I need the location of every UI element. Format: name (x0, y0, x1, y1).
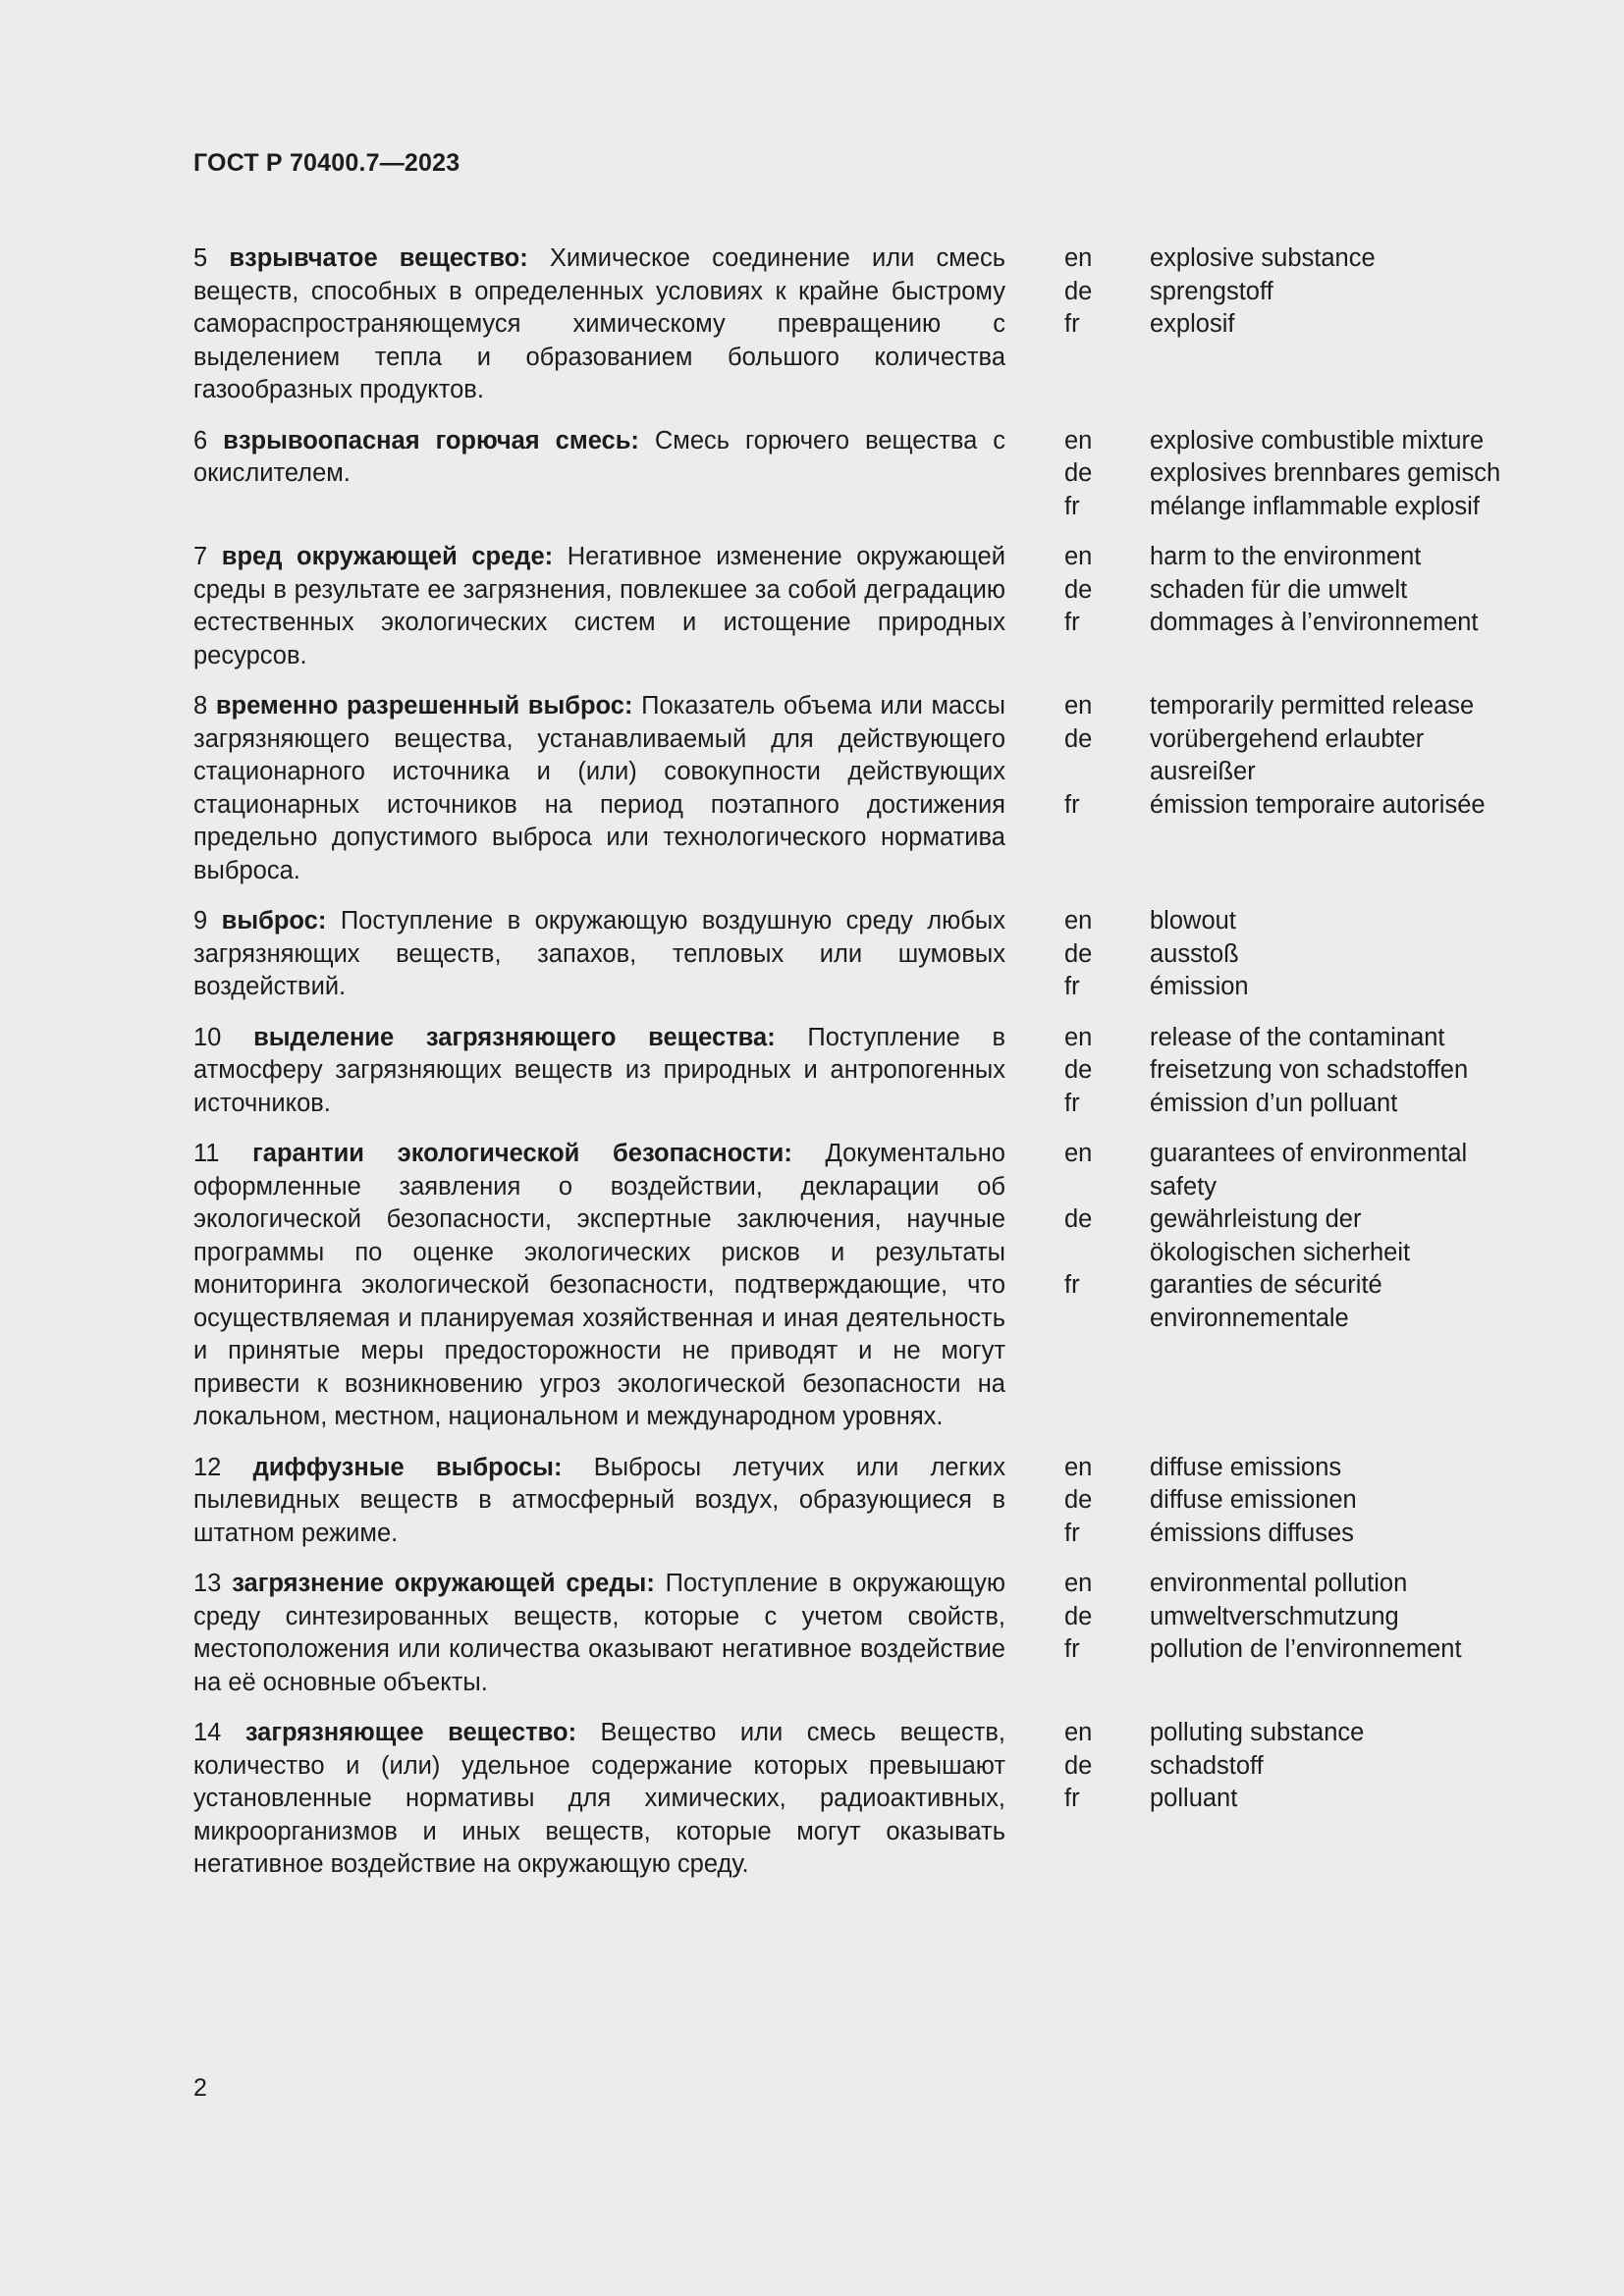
translation-row (1064, 971, 1509, 1004)
term-title: вред окружающей среде: (221, 543, 554, 570)
term-entry (193, 541, 1509, 672)
translated-term: polluting substance (1150, 1719, 1365, 1746)
translation-row (1064, 690, 1509, 723)
translated-term: blowout (1150, 907, 1236, 934)
language-code: fr (1064, 790, 1080, 819)
term-definition-block (193, 425, 1005, 524)
term-entry (193, 242, 1509, 407)
translation-row (1064, 1022, 1509, 1055)
language-code: en (1064, 1719, 1093, 1746)
language-code: de (1064, 459, 1093, 487)
term-title: выделение загрязняющего вещества: (253, 1023, 776, 1051)
translated-term: explosif (1150, 310, 1235, 338)
term-translations (1064, 690, 1509, 887)
translated-term: guarantees of environmental safety (1150, 1140, 1468, 1201)
translation-row (1064, 1203, 1509, 1269)
term-number: 9 (193, 907, 208, 934)
term-definition-text: Вещество или смесь веществ, количество и (или) удельное содержание которых превышают установленные нормативы для химических, радиоактивных, микроорганизмов и иных веществ, которые могут оказывать негативное воздействие на окружающую среду. (193, 1719, 1006, 1878)
translation-row (1064, 1269, 1509, 1335)
language-code: de (1064, 1205, 1093, 1233)
term-definition-text: Показатель объема или массы загрязняющего вещества, устанавливаемый для действующего стационарного источника и (или) совокупности действующих стационарных источников на период поэтапного достижения предельно допустимого выброса или технологического норматива выброса. (193, 692, 1005, 884)
term-title: временно разрешенный выброс: (215, 692, 633, 720)
translation-row (1064, 1750, 1509, 1784)
translation-row (1064, 1717, 1509, 1750)
term-entry (193, 425, 1509, 524)
term-number: 11 (193, 1140, 220, 1167)
term-translations (1064, 905, 1509, 1004)
term-entry (193, 905, 1509, 1004)
term-translations (1064, 1022, 1509, 1121)
term-number: 14 (193, 1719, 222, 1746)
translated-term: ausstoß (1150, 939, 1239, 968)
language-code: fr (1064, 310, 1080, 338)
translated-term: umweltverschmutzung (1150, 1602, 1399, 1630)
translated-term: explosive combustible mixture (1150, 426, 1485, 454)
translated-term: freisetzung von schadstoffen (1150, 1056, 1469, 1084)
language-code: en (1064, 543, 1093, 570)
translated-term: environmental pollution (1150, 1570, 1408, 1597)
translation-row (1064, 1054, 1509, 1088)
terms-list (193, 242, 1509, 1899)
term-number: 10 (193, 1023, 222, 1051)
term-title: выброс: (221, 907, 327, 934)
term-definition-block (193, 1717, 1005, 1882)
term-entry (193, 1138, 1509, 1434)
language-code: fr (1064, 1785, 1080, 1812)
language-code: fr (1064, 609, 1080, 636)
language-code: en (1064, 244, 1093, 272)
language-code: de (1064, 1751, 1093, 1780)
term-entry (193, 690, 1509, 887)
translated-term: émission d’un polluant (1150, 1089, 1398, 1117)
term-definition-text: Выбросы летучих или легких пылевидных веществ в атмосферный воздух, образующиеся в штатном режиме. (193, 1453, 1006, 1547)
term-definition-block (193, 690, 1005, 887)
language-code: de (1064, 724, 1093, 753)
translated-term: release of the contaminant (1150, 1023, 1445, 1051)
translation-row (1064, 308, 1509, 342)
term-title: взрывоопасная горючая смесь: (223, 426, 639, 454)
translated-term: pollution de l’environnement (1150, 1635, 1462, 1663)
document-code-header: ГОСТ Р 70400.7—2023 (193, 149, 460, 177)
term-title: загрязнение окружающей среды: (232, 1570, 655, 1597)
term-entry (193, 1568, 1509, 1699)
translation-row (1064, 276, 1509, 309)
language-code: fr (1064, 1635, 1080, 1663)
language-code: de (1064, 575, 1093, 604)
translated-term: polluant (1150, 1785, 1238, 1812)
term-entry (193, 1022, 1509, 1121)
term-definition-block (193, 1138, 1005, 1434)
term-translations (1064, 425, 1509, 524)
term-number: 7 (193, 543, 208, 570)
language-code: de (1064, 1602, 1093, 1630)
translated-term: diffuse emissionen (1150, 1486, 1357, 1514)
translation-row (1064, 1601, 1509, 1634)
language-code: de (1064, 1486, 1093, 1514)
term-definition-block (193, 1568, 1005, 1699)
translated-term: harm to the environment (1150, 543, 1422, 570)
translation-row (1064, 723, 1509, 789)
translation-row (1064, 905, 1509, 938)
translated-term: schaden für die umwelt (1150, 575, 1408, 604)
translated-term: schadstoff (1150, 1751, 1264, 1780)
language-code: en (1064, 1453, 1093, 1481)
translation-row (1064, 574, 1509, 608)
language-code: fr (1064, 973, 1080, 1000)
term-number: 13 (193, 1570, 222, 1597)
term-definition-block (193, 1452, 1005, 1551)
translation-row (1064, 242, 1509, 276)
language-code: fr (1064, 1271, 1080, 1299)
translation-row (1064, 425, 1509, 458)
translated-term: mélange inflammable explosif (1150, 492, 1480, 520)
term-translations (1064, 541, 1509, 672)
term-translations (1064, 1568, 1509, 1699)
translation-row (1064, 1484, 1509, 1518)
translation-row (1064, 457, 1509, 491)
term-title: гарантии экологической безопасности: (252, 1140, 792, 1167)
translation-row (1064, 1568, 1509, 1601)
translation-row (1064, 1633, 1509, 1667)
translation-row (1064, 1518, 1509, 1551)
translation-row (1064, 1452, 1509, 1485)
language-code: fr (1064, 1089, 1080, 1117)
translated-term: vorübergehend erlaubter ausreißer (1150, 724, 1425, 785)
translation-row (1064, 1138, 1509, 1203)
translated-term: émission (1150, 973, 1249, 1000)
language-code: en (1064, 1570, 1093, 1597)
language-code: en (1064, 692, 1093, 720)
term-title: взрывчатое вещество: (229, 244, 528, 272)
term-entry (193, 1452, 1509, 1551)
translated-term: dommages à l’environnement (1150, 609, 1479, 636)
term-number: 12 (193, 1453, 222, 1481)
term-definition-text: Документально оформленные заявления о воздействии, декларации об экологической безопасности, экспертные заключения, научные программы по оценке экологических рисков и результаты мониторинга экологической безопасности, подтверждающие, что осуществляемая и планируемая хозяйственная и иная деятельность и принятые меры предосторожности не приводят и не могут привести к возникновению угроз экологической безопасности на локальном, местном, национальном и международном уровнях. (193, 1140, 1005, 1430)
term-definition-block (193, 905, 1005, 1004)
translated-term: sprengstoff (1150, 277, 1273, 305)
language-code: en (1064, 426, 1093, 454)
translation-row (1064, 938, 1509, 972)
translated-term: garanties de sécurité environnementale (1150, 1271, 1382, 1332)
term-definition-text: Негативное изменение окружающей среды в результате ее загрязнения, повлекшее за собой деградацию естественных экологических систем и истощение природных ресурсов. (193, 543, 1005, 669)
page-number: 2 (193, 2074, 207, 2102)
translation-row (1064, 1783, 1509, 1816)
language-code: fr (1064, 492, 1080, 520)
translation-row (1064, 541, 1509, 574)
term-definition-text: Смесь горючего вещества с окислителем. (193, 426, 1005, 487)
translation-row (1064, 607, 1509, 640)
translation-row (1064, 491, 1509, 524)
translated-term: émission temporaire autorisée (1150, 790, 1486, 819)
translated-term: temporarily permitted release (1150, 692, 1475, 720)
language-code: fr (1064, 1519, 1080, 1547)
translation-row (1064, 789, 1509, 823)
language-code: de (1064, 1056, 1093, 1084)
term-number: 8 (193, 692, 208, 720)
language-code: de (1064, 939, 1093, 968)
translated-term: gewährleistung der ökologischen sicherheit (1150, 1205, 1411, 1266)
term-number: 5 (193, 244, 208, 272)
term-definition-block (193, 541, 1005, 672)
translated-term: explosives brennbares gemisch (1150, 459, 1501, 487)
term-title: диффузные выбросы: (252, 1453, 563, 1481)
term-translations (1064, 1717, 1509, 1882)
term-title: загрязняющее вещество: (244, 1719, 577, 1746)
term-definition-text: Поступление в окружающую воздушную среду любых загрязняющих веществ, запахов, тепловых или шумовых воздействий. (193, 907, 1005, 1000)
translation-row (1064, 1088, 1509, 1121)
term-translations (1064, 242, 1509, 407)
term-number: 6 (193, 426, 208, 454)
language-code: de (1064, 277, 1093, 305)
term-entry (193, 1717, 1509, 1882)
language-code: en (1064, 907, 1093, 934)
language-code: en (1064, 1140, 1093, 1167)
translated-term: explosive substance (1150, 244, 1376, 272)
term-definition-text: Химическое соединение или смесь веществ, способных в определенных условиях к крайне быстрому самораспространяющемуся химическому превращению с выделением тепла и образованием большого количества газообразных продуктов. (193, 244, 1006, 403)
term-definition-text: Поступление в окружающую среду синтезированных веществ, которые с учетом свойств, местоположения или количества оказывают негативное воздействие на её основные объекты. (193, 1570, 1005, 1696)
term-definition-block (193, 242, 1005, 407)
term-translations (1064, 1138, 1509, 1434)
term-translations (1064, 1452, 1509, 1551)
term-definition-text: Поступление в атмосферу загрязняющих веществ из природных и антропогенных источников. (193, 1023, 1005, 1117)
language-code: en (1064, 1023, 1093, 1051)
translated-term: émissions diffuses (1150, 1519, 1354, 1547)
translated-term: diffuse emissions (1150, 1453, 1342, 1481)
term-definition-block (193, 1022, 1005, 1121)
